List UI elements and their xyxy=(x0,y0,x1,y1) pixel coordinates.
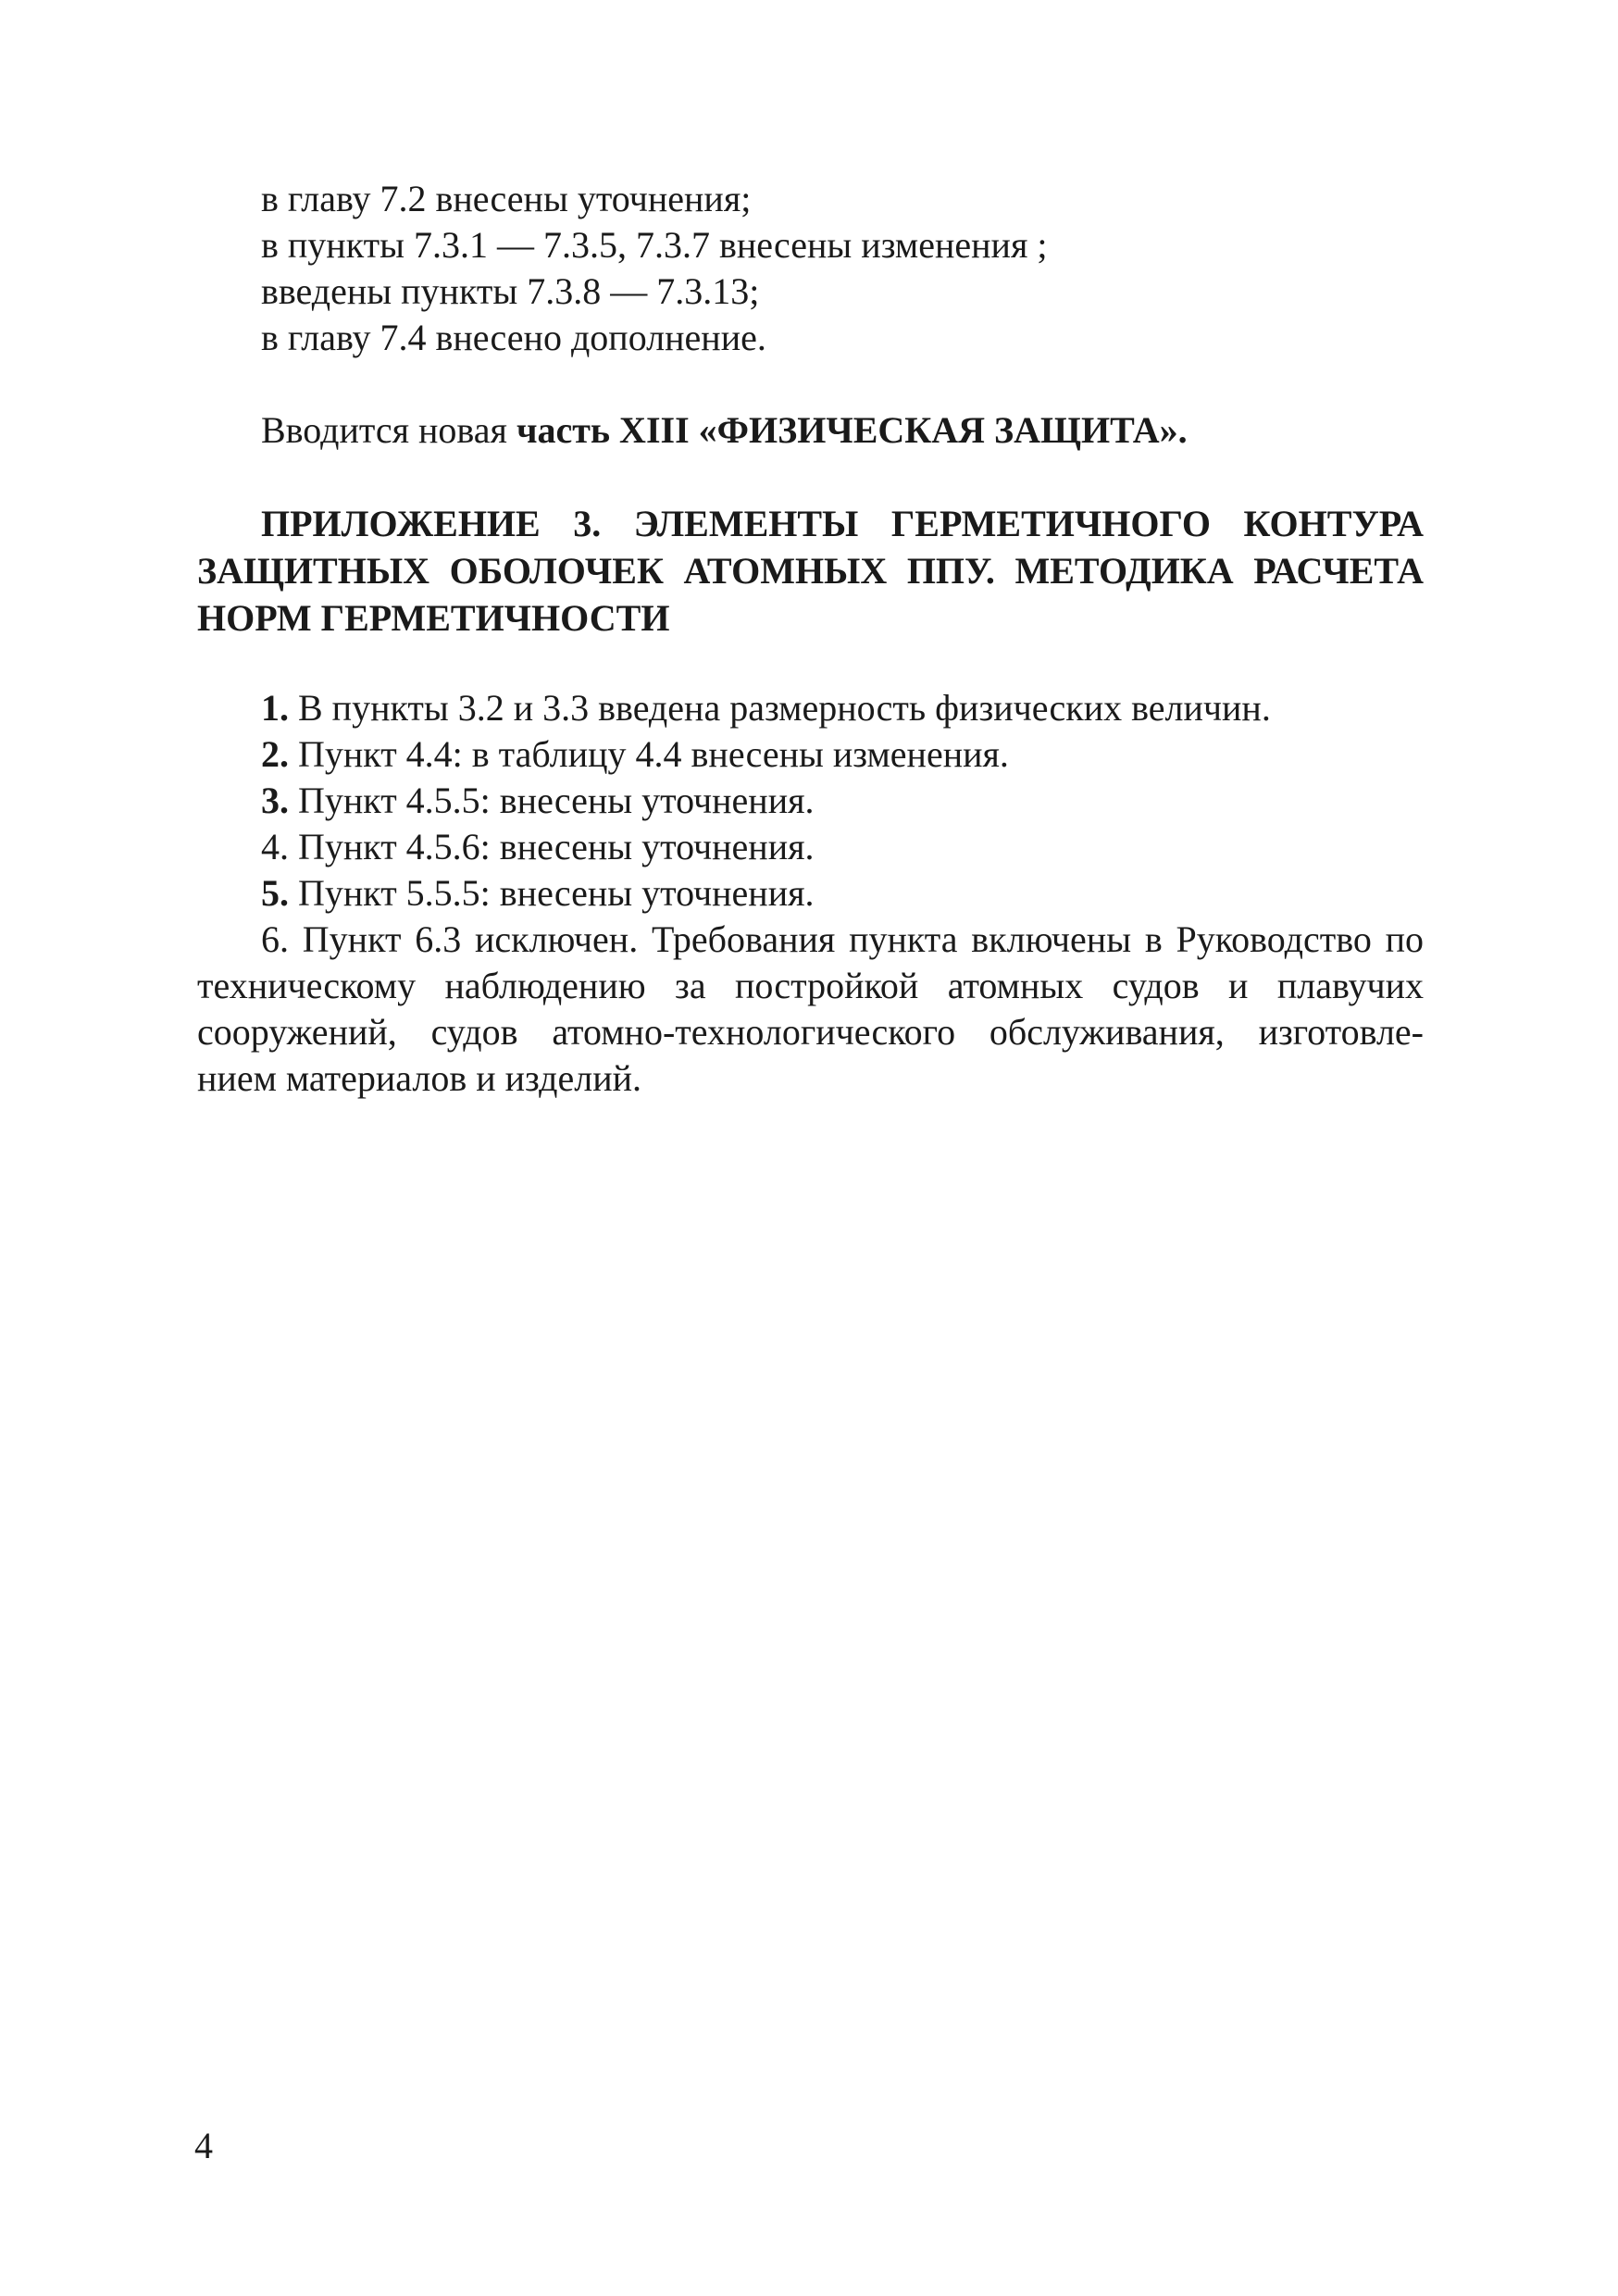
list-item-number: 3. xyxy=(261,780,289,821)
list-item-number: 4. xyxy=(261,826,289,867)
item6-line: нием материалов и изделий. xyxy=(197,1057,641,1099)
intro-line: в пункты 7.3.1 — 7.3.5, 7.3.7 внесены изменения ; xyxy=(261,224,1048,266)
list-item-text: Пункт 4.4: в таблицу 4.4 внесены изменения. xyxy=(289,733,1009,775)
list-item xyxy=(261,731,1009,778)
appendix-heading-line: НОРМ ГЕРМЕТИЧНОСТИ xyxy=(197,597,670,639)
intro-line: в главу 7.2 внесены уточнения; xyxy=(261,178,752,219)
item6-line: сооружений, судов атомно-технологического обслуживания, изготовле- xyxy=(197,1011,1424,1053)
new-part-title: часть XIII «ФИЗИЧЕСКАЯ ЗАЩИТА». xyxy=(516,409,1188,451)
list-item xyxy=(261,778,815,824)
intro-line: в главу 7.4 внесено дополнение. xyxy=(261,317,766,358)
list-item xyxy=(261,870,815,917)
list-item-number: 2. xyxy=(261,733,289,775)
appendix-heading-line: ЗАЩИТНЫХ ОБОЛОЧЕК АТОМНЫХ ППУ. МЕТОДИКА РАСЧЕТА xyxy=(197,550,1424,592)
item6-line: техническому наблюдению за постройкой атомных судов и плавучих xyxy=(197,965,1424,1006)
list-item-text: Пункт 5.5.5: внесены уточнения. xyxy=(289,872,815,914)
list-item-text: Пункт 4.5.5: внесены уточнения. xyxy=(289,780,815,821)
list-item-text: Пункт 4.5.6: внесены уточнения. xyxy=(289,826,815,867)
list-item-number: 5. xyxy=(261,872,289,914)
list-item-number: 1. xyxy=(261,687,289,729)
list-item xyxy=(261,824,815,870)
appendix-heading-line: ПРИЛОЖЕНИЕ 3. ЭЛЕМЕНТЫ ГЕРМЕТИЧНОГО КОНТУРА xyxy=(261,503,1424,544)
new-part-prefix: Вводится новая xyxy=(261,409,517,451)
page-number: 4 xyxy=(194,2125,213,2166)
list-item-text: В пункты 3.2 и 3.3 введена размерность физических величин. xyxy=(289,687,1271,729)
list-item xyxy=(261,685,1271,731)
new-part-paragraph xyxy=(261,407,1188,454)
item6-line: 6. Пункт 6.3 исключен. Требования пункта включены в Руководство по xyxy=(261,918,1424,960)
intro-line: введены пункты 7.3.8 — 7.3.13; xyxy=(261,270,760,312)
